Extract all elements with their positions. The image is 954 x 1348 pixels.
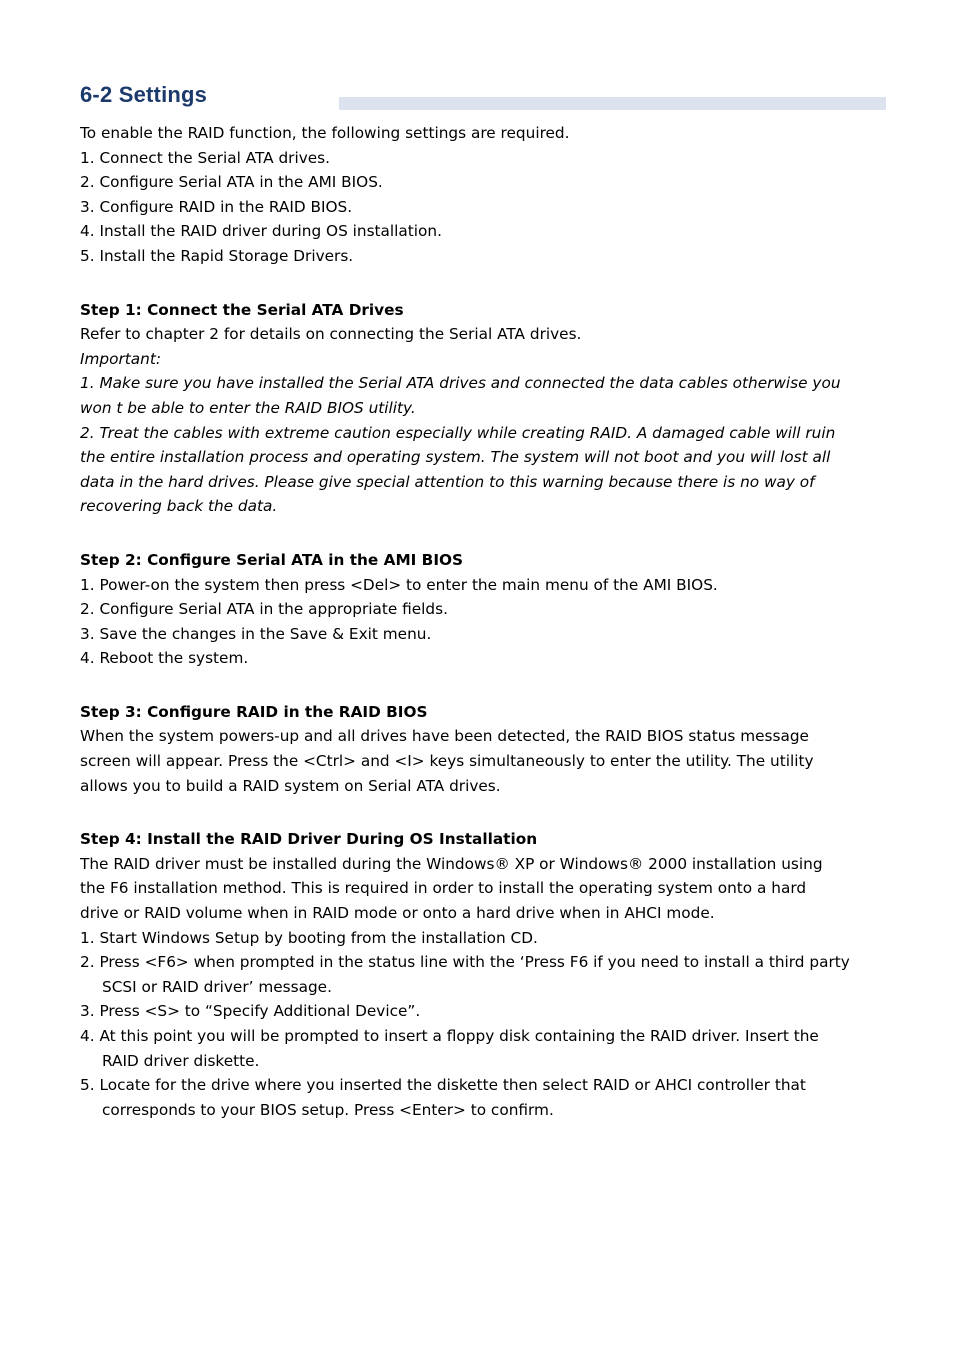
step2-item: 1. Power-on the system then press <Del> to enter the main menu of the AMI BIOS. [80, 575, 718, 594]
important-note-line: 2. Treat the cables with extreme caution especially while creating RAID. A damaged cable will ruin [80, 423, 836, 442]
step3-heading: Step 3: Configure RAID in the RAID BIOS [80, 702, 428, 721]
step4-item-continuation: RAID driver diskette. [102, 1051, 260, 1070]
step3-text-line: When the system powers-up and all drives have been detected, the RAID BIOS status message [80, 727, 809, 746]
step1-text: Refer to chapter 2 for details on connecting the Serial ATA drives. [80, 325, 582, 344]
step4-text-line: drive or RAID volume when in RAID mode or onto a hard drive when in AHCI mode. [80, 904, 715, 923]
intro-item: 2. Configure Serial ATA in the AMI BIOS. [80, 173, 383, 192]
step3-text-line: allows you to build a RAID system on Serial ATA drives. [80, 776, 501, 795]
step2-item: 4. Reboot the system. [80, 649, 249, 668]
step4-text-line: the F6 installation method. This is required in order to install the operating system onto a hard [80, 879, 807, 898]
intro-lead: To enable the RAID function, the following settings are required. [80, 124, 570, 142]
intro-item: 5. Install the Rapid Storage Drivers. [80, 246, 354, 265]
step1-heading: Step 1: Connect the Serial ATA Drives [80, 300, 404, 319]
important-note-line: 1. Make sure you have installed the Serial ATA drives and connected the data cables otherwise you [80, 374, 841, 393]
step4-item: 3. Press <S> to “Specify Additional Device”. [80, 1002, 421, 1021]
title-bar-decoration [339, 97, 886, 110]
important-note-line: the entire installation process and operating system. The system will not boot and you will lost all [80, 448, 831, 467]
important-note-line: won t be able to enter the RAID BIOS utility. [80, 398, 416, 417]
step4-item: 2. Press <F6> when prompted in the status line with the ‘Press F6 if you need to install a third party [80, 953, 850, 972]
document-body [80, 121, 870, 1122]
step2-heading: Step 2: Configure Serial ATA in the AMI BIOS [80, 550, 464, 569]
step4-text-line: The RAID driver must be installed during the Windows® XP or Windows® 2000 installation using [80, 854, 823, 873]
step4-item: 5. Locate for the drive where you inserted the diskette then select RAID or AHCI controller that [80, 1076, 806, 1095]
step4-item-continuation: corresponds to your BIOS setup. Press <Enter> to confirm. [102, 1100, 554, 1119]
step4-item: 4. At this point you will be prompted to insert a floppy disk containing the RAID driver. Insert the [80, 1027, 819, 1045]
step4-item: 1. Start Windows Setup by booting from the installation CD. [80, 928, 538, 947]
important-note-line: data in the hard drives. Please give special attention to this warning because there is no way of [80, 472, 815, 491]
step4-item-continuation: SCSI or RAID driver’ message. [102, 977, 332, 996]
important-label: Important: [80, 349, 161, 368]
section-header [80, 82, 886, 112]
step3-text-line: screen will appear. Press the <Ctrl> and <I> keys simultaneously to enter the utility. The utility [80, 752, 814, 771]
step4-heading: Step 4: Install the RAID Driver During OS Installation [80, 830, 538, 849]
intro-item: 3. Configure RAID in the RAID BIOS. [80, 197, 353, 216]
intro-item: 1. Connect the Serial ATA drives. [80, 148, 330, 167]
important-note-line: recovering back the data. [80, 497, 278, 516]
step2-item: 2. Configure Serial ATA in the appropriate fields. [80, 600, 448, 619]
intro-item: 4. Install the RAID driver during OS installation. [80, 222, 442, 241]
section-title: 6-2 Settings [80, 82, 208, 107]
step2-item: 3. Save the changes in the Save & Exit menu. [80, 624, 432, 643]
